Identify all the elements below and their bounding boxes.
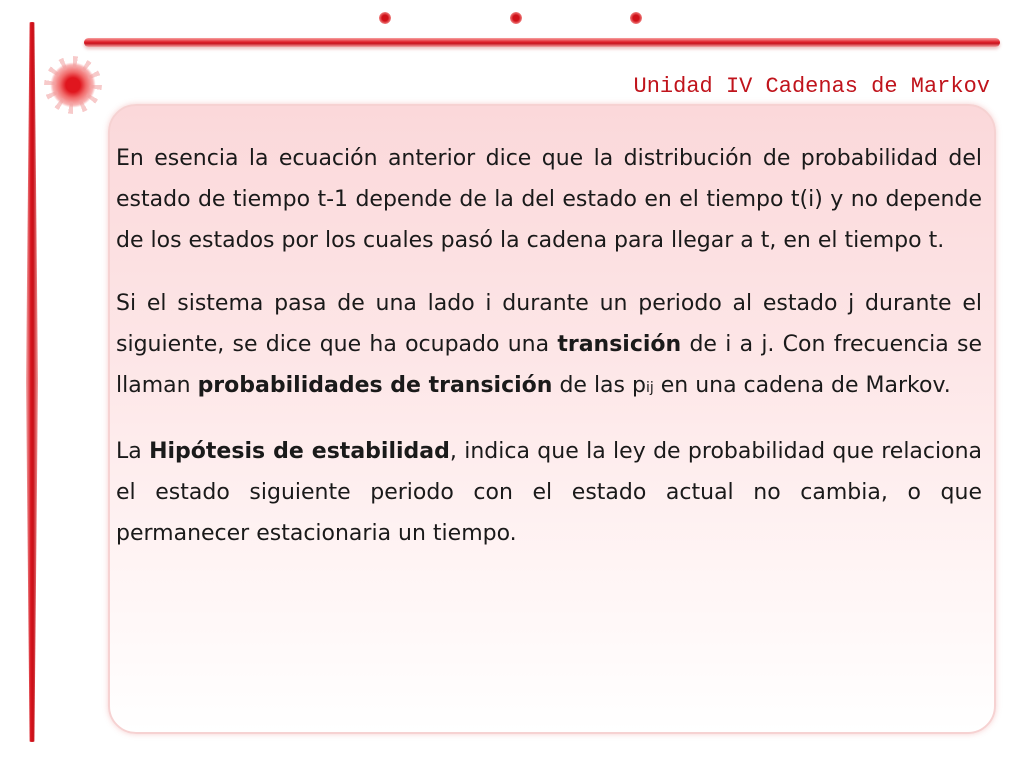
decorative-flower-icon [50, 62, 96, 108]
paragraph-2-text-1: Si el sistema pasa de una lado i durante un periodo al estado j durante el siguiente, se dice que ha ocupado una [116, 291, 982, 357]
decorative-dot-1 [379, 12, 391, 24]
paragraph-1: En esencia la ecuación anterior dice que la distribución de probabilidad del estado de tiempo t-1 depende de la del estado en el tiempo t(i) y no depende de los estados por los cuales pasó la cadena para llegar a t, en el tiempo t. [116, 146, 982, 253]
subscript-ij: ij [645, 380, 654, 396]
decorative-top-line [84, 38, 1000, 47]
slide-body [116, 138, 982, 576]
term-transicion: transición [557, 332, 682, 357]
paragraph-3-text-2: , indica que la ley de probabilidad que relaciona el estado siguiente periodo con el estado actual no cambia, o que permanecer estacionaria un tiempo. [116, 439, 983, 546]
slide-title: Unidad IV Cadenas de Markov [633, 74, 990, 99]
paragraph-2-text-4: en una cadena de Markov. [653, 373, 951, 398]
decorative-dot-2 [510, 12, 522, 24]
paragraph-3-text-1: La [116, 439, 150, 464]
decorative-dot-3 [630, 12, 642, 24]
paragraph-3 [116, 431, 982, 554]
paragraph-2 [116, 283, 982, 409]
paragraph-2-text-2: de i a j. Con frecuencia se llaman [116, 332, 982, 398]
term-probabilidades-de-transicion: probabilidades de transición [197, 373, 553, 398]
paragraph-2-text-3: de las p [552, 373, 646, 398]
term-hipotesis-de-estabilidad: Hipótesis de estabilidad [149, 439, 450, 464]
decorative-left-line [26, 22, 38, 742]
